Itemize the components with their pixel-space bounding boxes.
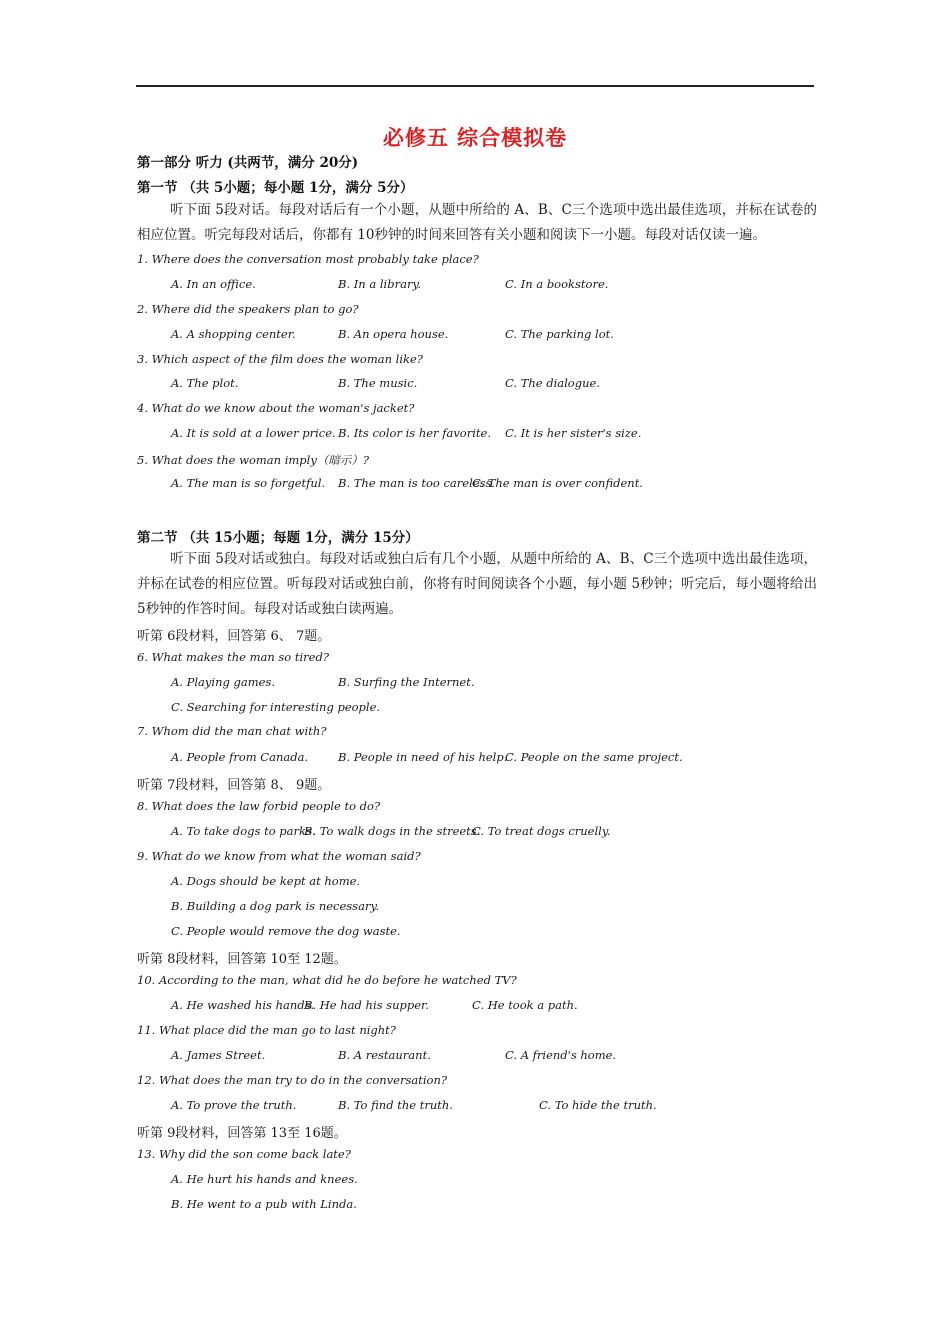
q7-option-b: B. People in need of his help. (338, 750, 508, 764)
q4-option-b: B. Its color is her favorite. (338, 426, 491, 440)
question-10: 10. According to the man, what did he do before he watched TV? (137, 973, 517, 987)
question-11: 11. What place did the man go to last night? (137, 1023, 396, 1037)
q6-option-c: C. Searching for interesting people. (171, 700, 381, 714)
q4-option-a: A. It is sold at a lower price. (171, 426, 336, 440)
q11-option-b: B. A restaurant. (338, 1048, 431, 1062)
question-3: 3. Which aspect of the film does the woman like? (137, 352, 423, 366)
section1-heading: 第一节 （共 5小题；每小题 1分，满分 5分） (137, 180, 414, 196)
q3-option-c: C. The dialogue. (505, 376, 600, 390)
part1-heading: 第一部分 听力 (共两节，满分 20分) (137, 155, 359, 171)
q6-option-a: A. Playing games. (171, 675, 275, 689)
material-9-note: 听第 9段材料，回答第 13至 16题。 (137, 1126, 347, 1141)
page-title: 必修五 综合模拟卷 (382, 125, 568, 150)
question-9: 9. What do we know from what the woman said? (137, 849, 421, 863)
q12-option-c: C. To hide the truth. (539, 1098, 657, 1112)
q5-option-c: C. The man is over confident. (472, 476, 643, 490)
question-7: 7. Whom did the man chat with? (137, 724, 327, 738)
q5-option-a: A. The man is so forgetful. (171, 476, 326, 490)
q13-option-b: B. He went to a pub with Linda. (171, 1197, 357, 1211)
q10-option-b: B. He had his supper. (304, 998, 429, 1012)
q10-option-a: A. He washed his hands. (171, 998, 315, 1012)
q12-option-a: A. To prove the truth. (171, 1098, 297, 1112)
q1-option-b: B. In a library. (338, 277, 422, 291)
section2-instructions: 听下面 5段对话或独白。每段对话或独白后有几个小题，从题中所给的 A、B、C三个选项中选出最佳选项，并标在试卷的相应位置。听每段对话或独白前，你将有时间阅读各个小题，每小题 5秒钟；听完后，每小题将给出 5秒钟的作答时间。每段对话或独白读两遍。 (137, 551, 817, 617)
question-2: 2. Where did the speakers plan to go? (137, 302, 359, 316)
q13-option-a: A. He hurt his hands and knees. (171, 1172, 358, 1186)
q11-option-a: A. James Street. (171, 1048, 266, 1062)
q8-option-a: A. To take dogs to parks. (171, 824, 316, 838)
question-6: 6. What makes the man so tired? (137, 650, 330, 664)
question-12: 12. What does the man try to do in the conversation? (137, 1073, 448, 1087)
q10-option-c: C. He took a path. (472, 998, 578, 1012)
q3-option-b: B. The music. (338, 376, 418, 390)
question-4: 4. What do we know about the woman's jacket? (137, 401, 415, 415)
q6-option-b: B. Surfing the Internet. (338, 675, 475, 689)
q11-option-c: C. A friend's home. (505, 1048, 617, 1062)
material-6-note: 听第 6段材料，回答第 6、 7题。 (137, 629, 331, 644)
q7-option-c: C. People on the same project. (505, 750, 683, 764)
question-13: 13. Why did the son come back late? (137, 1147, 351, 1161)
q2-option-a: A. A shopping center. (171, 327, 296, 341)
question-8: 8. What does the law forbid people to do? (137, 799, 381, 813)
q1-option-a: A. In an office. (171, 277, 256, 291)
top-rule (136, 85, 814, 87)
q4-option-c: C. It is her sister's size. (505, 426, 642, 440)
q8-option-b: B. To walk dogs in the streets. (304, 824, 481, 838)
section1-instructions: 听下面 5段对话。每段对话后有一个小题，从题中所给的 A、B、C三个选项中选出最佳选项，并标在试卷的相应位置。听完每段对话后，你都有 10秒钟的时间来回答有关小题和阅读下一小题。每段对话仅读一遍。 (137, 202, 817, 243)
q2-option-b: B. An opera house. (338, 327, 449, 341)
q12-option-b: B. To find the truth. (338, 1098, 453, 1112)
q7-option-a: A. People from Canada. (171, 750, 309, 764)
question-1: 1. Where does the conversation most probably take place? (137, 252, 479, 266)
section2-heading: 第二节 （共 15小题；每题 1分，满分 15分） (137, 530, 419, 546)
q5-option-b: B. The man is too careless. (338, 476, 496, 490)
question-5: 5. What does the woman imply（暗示）? (137, 453, 369, 467)
q2-option-c: C. The parking lot. (505, 327, 614, 341)
q9-option-b: B. Building a dog park is necessary. (171, 899, 380, 913)
q1-option-c: C. In a bookstore. (505, 277, 609, 291)
q3-option-a: A. The plot. (171, 376, 239, 390)
q9-option-a: A. Dogs should be kept at home. (171, 874, 361, 888)
q9-option-c: C. People would remove the dog waste. (171, 924, 401, 938)
q8-option-c: C. To treat dogs cruelly. (472, 824, 611, 838)
material-8-note: 听第 8段材料，回答第 10至 12题。 (137, 952, 347, 967)
material-7-note: 听第 7段材料，回答第 8、 9题。 (137, 778, 331, 793)
